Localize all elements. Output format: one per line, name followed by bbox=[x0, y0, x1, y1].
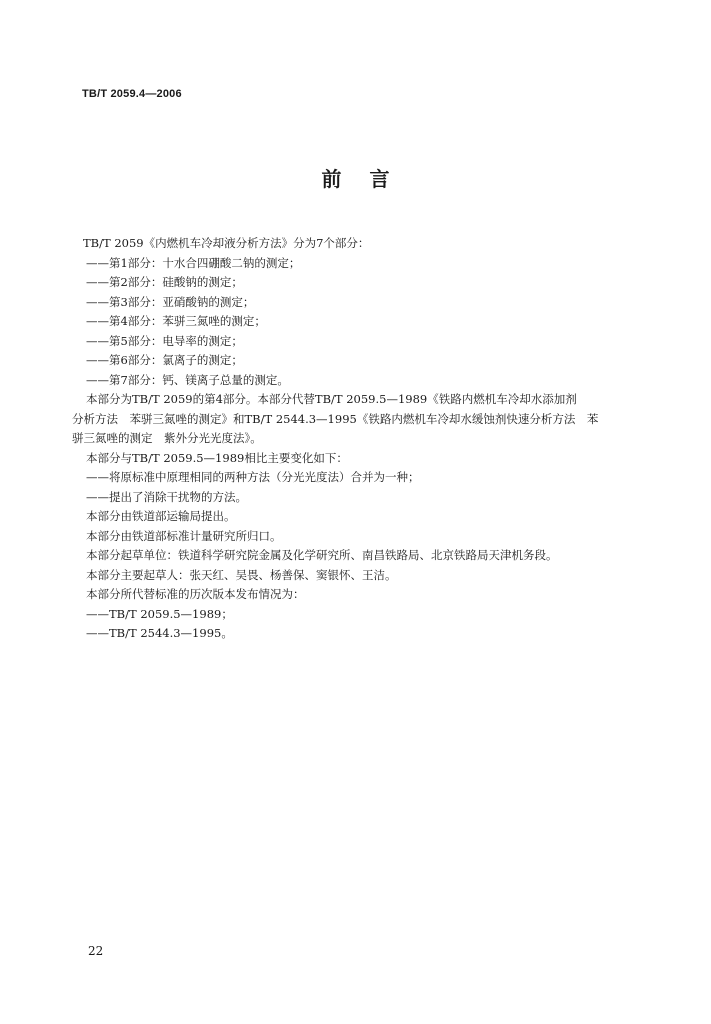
page-number: 22 bbox=[88, 944, 104, 958]
replace-paragraph-line-1: 本部分为TB/T 2059的第4部分。本部分代替TB/T 2059.5—1989《铁路内燃机车冷却水添加剂 bbox=[86, 392, 577, 406]
part-item: ——第5部分：电导率的测定； bbox=[86, 333, 243, 348]
title-char-2: 言 bbox=[369, 167, 390, 191]
history-item: ——TB/T 2059.5—1989； bbox=[86, 606, 233, 621]
history-item: ——TB/T 2544.3—1995。 bbox=[86, 626, 233, 640]
changes-intro: 本部分与TB/T 2059.5—1989相比主要变化如下： bbox=[86, 450, 348, 465]
title-char-1: 前 bbox=[321, 167, 342, 191]
part-item: ——第1部分：十水合四硼酸二钠的测定； bbox=[86, 255, 301, 270]
intro-paragraph: TB/T 2059《内燃机车冷却液分析方法》分为7个部分： bbox=[83, 236, 370, 250]
standard-number: TB/T 2059.4—2006 bbox=[82, 88, 182, 100]
part-item: ——第3部分：亚硝酸钠的测定； bbox=[86, 294, 255, 309]
change-item: ——提出了消除干扰物的方法。 bbox=[86, 489, 247, 504]
foreword-body bbox=[72, 234, 656, 644]
part-item: ——第2部分：硅酸钠的测定； bbox=[86, 275, 243, 289]
page-title bbox=[0, 163, 711, 192]
replace-paragraph-line-2: 分析方法 苯骈三氮唑的测定》和TB/T 2544.3—1995《铁路内燃机车冷却水缓蚀剂快速分析方法 苯 bbox=[72, 411, 599, 426]
change-item: ——将原标准中原理相同的两种方法（分光光度法）合并为一种； bbox=[86, 470, 420, 484]
managed-by: 本部分由铁道部标准计量研究所归口。 bbox=[86, 528, 282, 543]
drafting-units: 本部分起草单位：铁道科学研究院金属及化学研究所、南昌铁路局、北京铁路局天津机务段。 bbox=[86, 548, 558, 562]
replace-paragraph-line-3: 骈三氮唑的测定 紫外分光光度法》。 bbox=[72, 431, 262, 445]
history-intro: 本部分所代替标准的历次版本发布情况为： bbox=[86, 587, 305, 601]
part-item: ——第6部分：氯离子的测定； bbox=[86, 353, 243, 367]
drafters: 本部分主要起草人：张天红、吴畏、杨善保、窦银怀、王洁。 bbox=[86, 567, 397, 582]
proposed-by: 本部分由铁道部运输局提出。 bbox=[86, 509, 236, 523]
part-item: ——第4部分：苯骈三氮唑的测定； bbox=[86, 314, 266, 328]
part-item: ——第7部分：钙、镁离子总量的测定。 bbox=[86, 372, 289, 387]
